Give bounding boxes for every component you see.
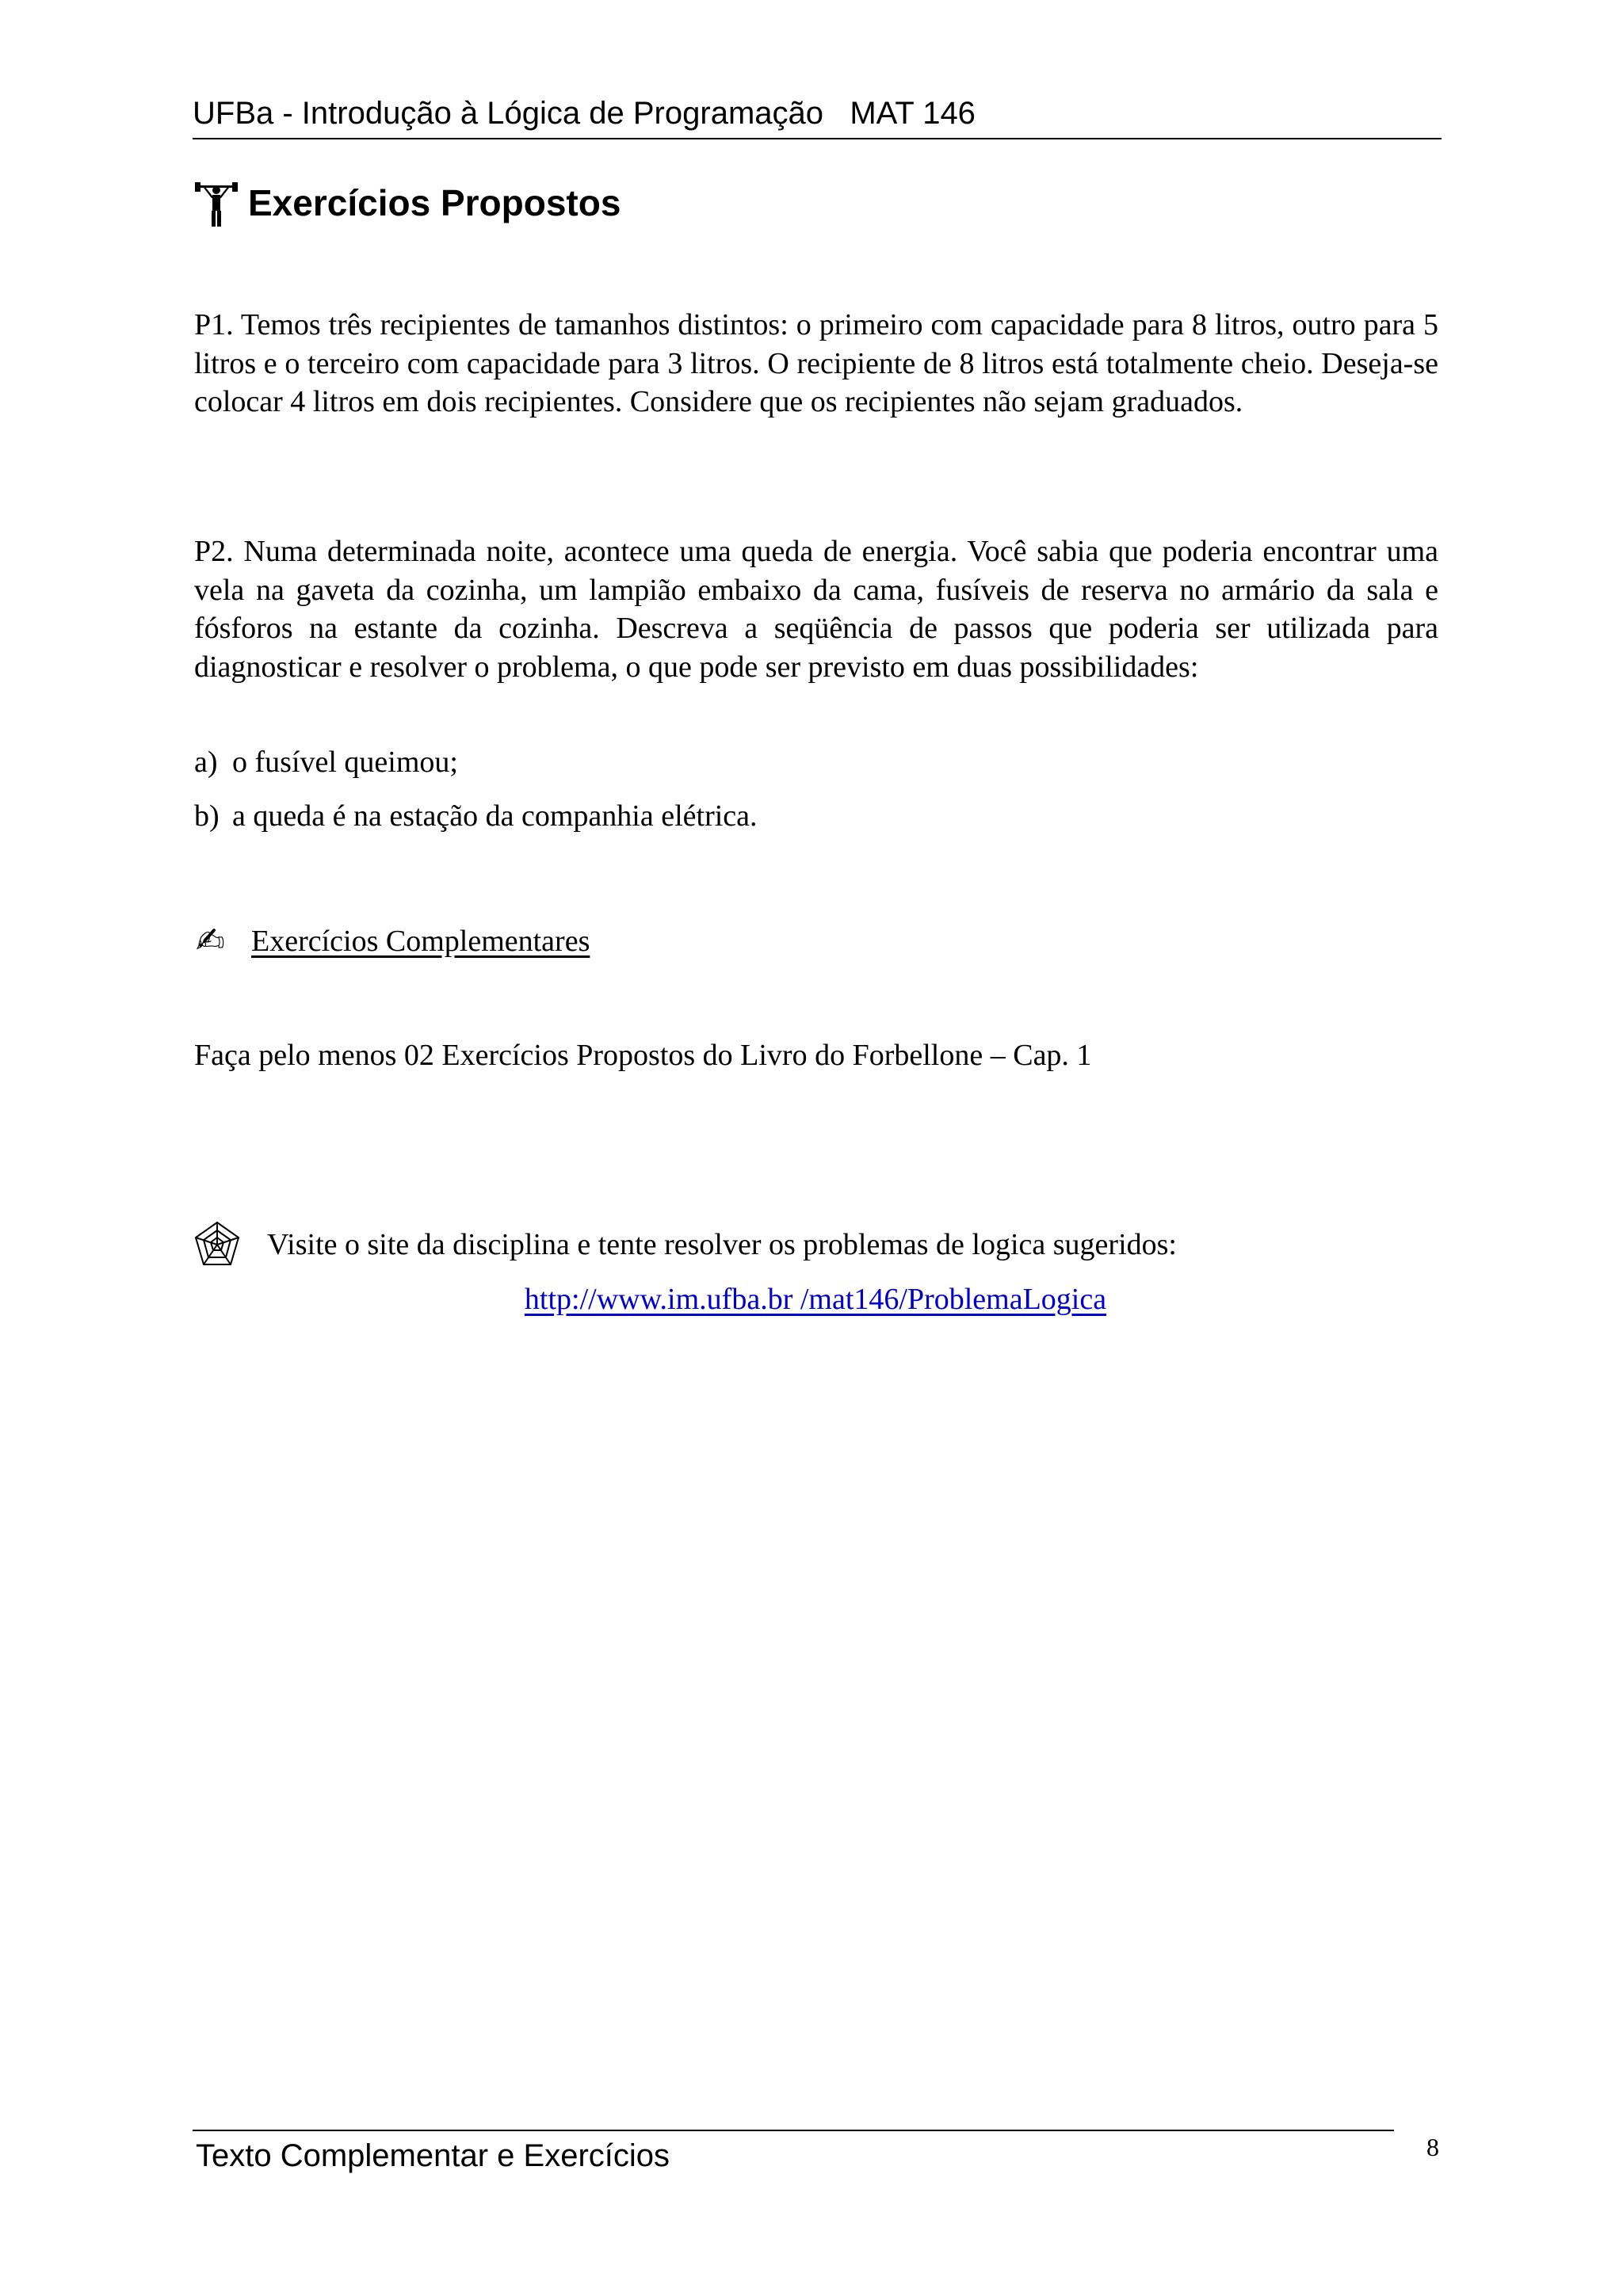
complementares-heading	[196, 922, 590, 961]
page-number: 8	[1426, 2133, 1439, 2161]
list-item-text: a queda é na estação da companhia elétrica.	[232, 799, 758, 833]
problem-p1: P1. Temos três recipientes de tamanhos distintos: o primeiro com capacidade para 8 litros, outro para 5 litros e o terceiro com capacidade para 3 litros. O recipiente de 8 litros está totalmente cheio. Deseja-se colocar 4 litros em dois recipientes. Considere que os recipientes não sejam graduados.	[194, 308, 1438, 418]
problema-logica-link[interactable]: http://www.im.ufba.br /mat146/ProblemaLogica	[524, 1283, 1107, 1316]
list-item-text: o fusível queimou;	[232, 746, 458, 779]
footer-divider	[193, 2130, 1394, 2131]
list-item	[194, 797, 758, 836]
link-line	[0, 1280, 1623, 1319]
weightlifter-icon	[193, 177, 240, 228]
list-marker: b)	[194, 799, 220, 833]
writing-hand-icon: ✍	[196, 921, 225, 961]
section-heading	[193, 177, 621, 228]
complementares-label: Exercícios Complementares	[251, 925, 590, 958]
page-header: UFBa - Introdução à Lógica de Programação MAT 146	[193, 93, 1442, 139]
list-item	[194, 743, 458, 782]
page-footer: Texto Complementar e Exercícios	[196, 2138, 670, 2173]
section-title: Exercícios Propostos	[248, 182, 621, 223]
list-marker: a)	[194, 746, 218, 779]
problem-p2: P2. Numa determinada noite, acontece uma queda de energia. Você sabia que poderia encontrar uma vela na gaveta da cozinha, um lampião embaixo da cama, fusíveis de reserva no armário da sala e fósforos na estante da cozinha. Descreva a seqüência de passos que poderia ser utilizada para diagnosticar e resolver o problema, o que pode ser previsto em duas possibilidades:	[194, 535, 1438, 684]
spider-web-icon	[193, 1220, 242, 1269]
visite-line	[193, 1220, 1177, 1269]
complementares-text: Faça pelo menos 02 Exercícios Propostos do Livro do Forbellone – Cap. 1	[194, 1039, 1092, 1072]
visite-text: Visite o site da disciplina e tente resolver os problemas de logica sugeridos:	[267, 1227, 1177, 1261]
